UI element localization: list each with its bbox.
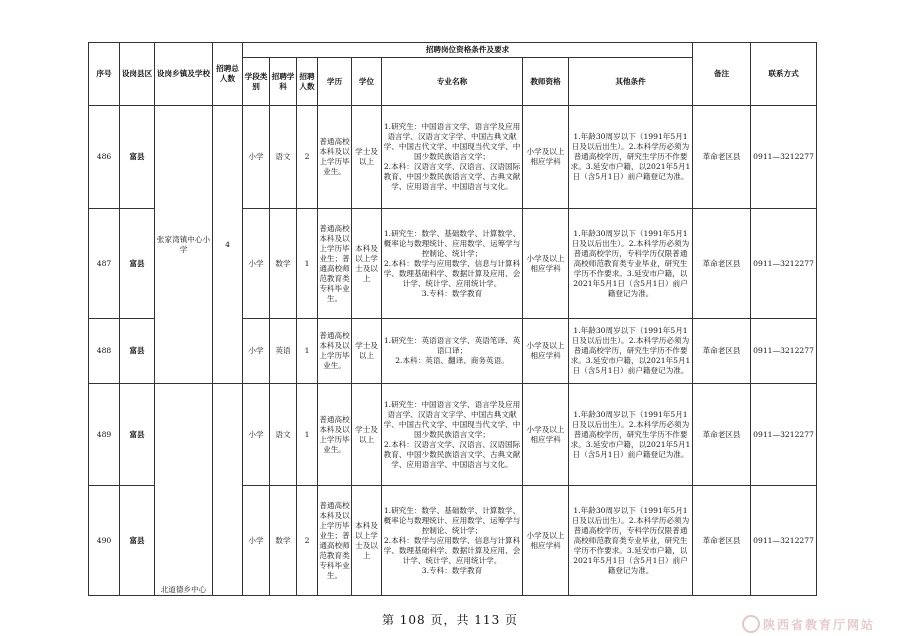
cell-major: 1.研究生：中国语言文学、语言学及应用语言学、汉语言文字学、中国古典文献学、中国古代文学、中国现当代文学、中国少数民族语言文学； 2.本科：汉语言文学、汉语言、汉语国际教育、中国少数民族语言文学、古典文献学、应用语言学、中国语言与文化。 (382, 106, 523, 209)
cell-count: 1 (297, 319, 318, 384)
cell-school: 张家湾镇中心小学 (155, 106, 213, 384)
cell-edu: 普通高校本科及以上学历毕业生。 (318, 384, 352, 486)
cell-edu: 普通高校本科及以上学历毕业生。 (318, 319, 352, 384)
cell-seq: 489 (89, 384, 120, 486)
cell-count: 1 (297, 384, 318, 486)
cell-contact: 0911—3212277 (751, 384, 817, 486)
cell-note: 革命老区县 (693, 106, 751, 209)
cell-county: 富县 (120, 209, 155, 319)
cell-county: 富县 (120, 319, 155, 384)
cell-cert: 小学及以上相应学科 (523, 106, 569, 209)
cell-other: 1.年龄30周岁以下（1991年5月1日及以后出生）。2.本科学历必须为普通高校学历，专科学历仅限普通高校师范教育类专业毕业，研究生学历不作要求。3.延安市户籍，以2021年5月1日（含5月1日）前户籍登记为准。 (569, 486, 693, 596)
cell-county: 富县 (120, 106, 155, 209)
cell-other: 1.年龄30周岁以下（1991年5月1日及以后出生）。2.本科学历必须为普通高校学历，专科学历仅限普通高校师范教育类专业毕业，研究生学历不作要求。3.延安市户籍，以2021年5月1日（含5月1日）前户籍登记为准。 (569, 209, 693, 319)
cell-count: 2 (297, 106, 318, 209)
table-row (89, 384, 817, 486)
cell-county: 富县 (120, 384, 155, 486)
header-edu: 学历 (318, 58, 352, 106)
cell-subject: 英语 (270, 319, 297, 384)
cell-edu: 普通高校本科及以上学历毕业生；普通高校师范教育类专科毕业生。 (318, 486, 352, 596)
cell-cert: 小学及以上相应学科 (523, 384, 569, 486)
recruitment-table (88, 42, 817, 596)
cell-other: 1.年龄30周岁以下（1991年5月1日及以后出生）。2.本科学历必须为普通高校学历，研究生学历不作要求。3.延安市户籍，以2021年5月1日（含5月1日）前户籍登记为准。 (569, 319, 693, 384)
cell-note: 革命老区县 (693, 486, 751, 596)
header-town-school: 设岗乡镇及学校 (155, 43, 213, 106)
cell-other: 1.年龄30周岁以下（1991年5月1日及以后出生）。2.本科学历必须为普通高校学历，研究生学历不作要求。3.延安市户籍，以2021年5月1日（含5月1日）前户籍登记为准。 (569, 384, 693, 486)
header-cert: 教师资格 (523, 58, 569, 106)
cell-degree: 学士及以上 (352, 384, 382, 486)
cell-edu: 普通高校本科及以上学历毕业生；普通高校师范教育类专科毕业生。 (318, 209, 352, 319)
cell-note: 革命老区县 (693, 319, 751, 384)
cell-total (213, 384, 243, 596)
cell-other: 1.年龄30周岁以下（1991年5月1日及以后出生）。2.本科学历必须为普通高校学历，研究生学历不作要求。3.延安市户籍，以2021年5月1日（含5月1日）前户籍登记为准。 (569, 106, 693, 209)
cell-edu: 普通高校本科及以上学历毕业生。 (318, 106, 352, 209)
header-total: 招聘总人数 (213, 43, 243, 106)
header-count: 招聘人数 (297, 58, 318, 106)
cell-major: 1.研究生：数学、基础数学、计算数学、概率论与数理统计、应用数学、运筹学与控制论、统计学； 2.本科：数学与应用数学、信息与计算科学、数理基础科学、数据计算及应用、会计学、统计学、应用统计学。 3.专科：数学教育 (382, 486, 523, 596)
cell-total: 4 (213, 106, 243, 384)
cell-stage: 小学 (243, 319, 270, 384)
cell-seq: 490 (89, 486, 120, 596)
header-major: 专业名称 (382, 58, 523, 106)
cell-contact: 0911—3212277 (751, 319, 817, 384)
cell-major: 1.研究生：英语语言文学、英语笔译、英语口译； 2.本科：英语、翻译、商务英语。 (382, 319, 523, 384)
watermark-text: 陕西省教育厅网站 (763, 618, 876, 632)
cell-seq: 488 (89, 319, 120, 384)
header-contact: 联系方式 (751, 43, 817, 106)
header-subject: 招聘学科 (270, 58, 297, 106)
cell-contact: 0911—3212277 (751, 106, 817, 209)
cell-major: 1.研究生：中国语言文学、语言学及应用语言学、汉语言文字学、中国古典文献学、中国古代文学、中国现当代文学、中国少数民族语言文学； 2.本科：汉语言文学、汉语言、汉语国际教育、中国少数民族语言文学、古典文献学、应用语言学、中国语言与文化。 (382, 384, 523, 486)
table-row (89, 106, 817, 209)
header-degree: 学位 (352, 58, 382, 106)
watermark (742, 615, 875, 633)
cell-seq: 487 (89, 209, 120, 319)
cell-stage: 小学 (243, 209, 270, 319)
cell-subject: 语文 (270, 384, 297, 486)
cell-degree: 学士及以上 (352, 319, 382, 384)
cell-count: 1 (297, 209, 318, 319)
cell-school-cut: 北道德乡中心 (160, 585, 207, 594)
header-other: 其他条件 (569, 58, 693, 106)
cell-subject: 数学 (270, 486, 297, 596)
cell-stage: 小学 (243, 106, 270, 209)
emblem-icon (742, 615, 760, 633)
header-county: 设岗县区 (120, 43, 155, 106)
header-note: 备注 (693, 43, 751, 106)
cell-cert: 小学及以上相应学科 (523, 319, 569, 384)
cell-cert: 小学及以上相应学科 (523, 209, 569, 319)
header-group: 招聘岗位资格条件及要求 (243, 43, 693, 58)
cell-note: 革命老区县 (693, 384, 751, 486)
cell-subject: 语文 (270, 106, 297, 209)
cell-subject: 数学 (270, 209, 297, 319)
cell-county: 富县 (120, 486, 155, 596)
cell-seq: 486 (89, 106, 120, 209)
cell-degree: 本科及以上学士及以上 (352, 209, 382, 319)
cell-degree: 学士及以上 (352, 106, 382, 209)
cell-cert: 小学及以上相应学科 (523, 486, 569, 596)
cell-contact: 0911—3212277 (751, 486, 817, 596)
page-footer: 第 108 页，共 113 页 (381, 613, 519, 627)
cell-major: 1.研究生：数学、基础数学、计算数学、概率论与数理统计、应用数学、运筹学与控制论、统计学； 2.本科：数学与应用数学、信息与计算科学、数理基础科学、数据计算及应用、会计学、统计学、应用统计学。 3.专科：数学教育 (382, 209, 523, 319)
cell-stage: 小学 (243, 384, 270, 486)
cell-degree: 本科及以上学士及以上 (352, 486, 382, 596)
header-seq: 序号 (89, 43, 120, 106)
cell-note: 革命老区县 (693, 209, 751, 319)
cell-count: 2 (297, 486, 318, 596)
cell-contact: 0911—3212277 (751, 209, 817, 319)
cell-stage: 小学 (243, 486, 270, 596)
header-stage: 学段类别 (243, 58, 270, 106)
cell-school (155, 384, 213, 596)
